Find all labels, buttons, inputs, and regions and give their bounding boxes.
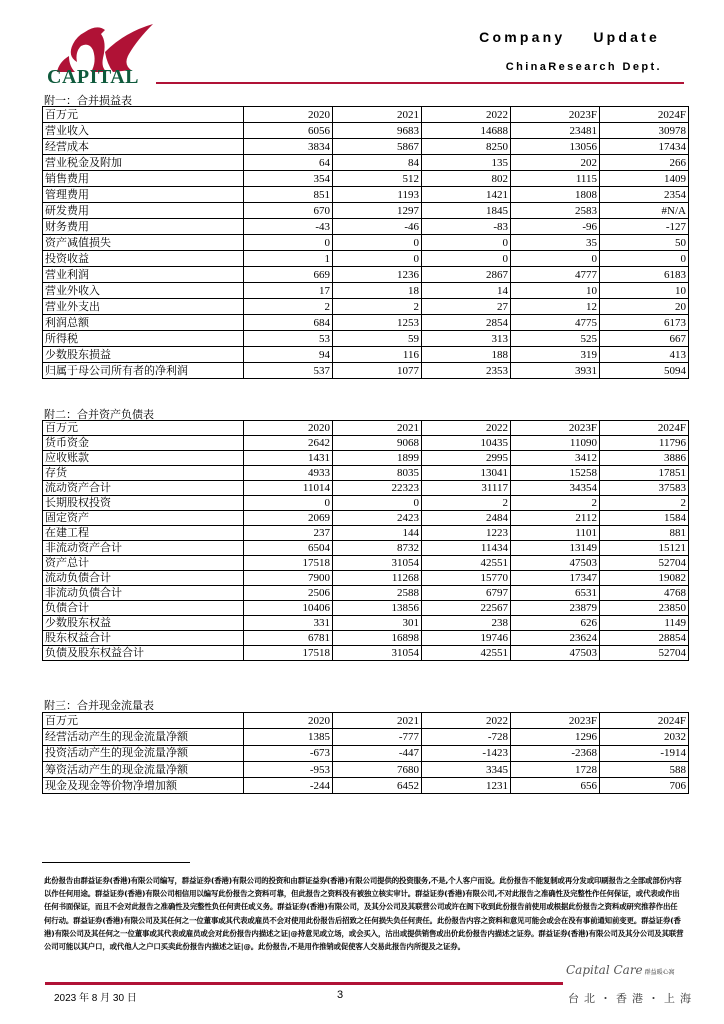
department-label: ChinaResearch Dept. <box>505 61 662 73</box>
cell-value: 17434 <box>600 139 689 155</box>
cell-value: 2588 <box>333 586 422 601</box>
cell-value: 331 <box>244 616 333 631</box>
row-label: 销售费用 <box>43 171 244 187</box>
cell-value: 669 <box>244 267 333 283</box>
cell-value: 2021 <box>333 107 422 123</box>
cell-value: 2 <box>600 496 689 511</box>
cell-value: 6531 <box>511 586 600 601</box>
cell-value: 53 <box>244 331 333 347</box>
table-row <box>43 187 689 203</box>
cell-value: 670 <box>244 203 333 219</box>
cell-value: 0 <box>511 251 600 267</box>
cell-value: 14 <box>422 283 511 299</box>
cell-value: 2506 <box>244 586 333 601</box>
row-label: 营业外收入 <box>43 283 244 299</box>
header-divider <box>156 82 684 84</box>
table-row <box>43 331 689 347</box>
cell-value: 2021 <box>333 713 422 729</box>
cell-value: 31054 <box>333 556 422 571</box>
cell-value: 2 <box>422 496 511 511</box>
cell-value: 10406 <box>244 601 333 616</box>
cell-value: 11796 <box>600 436 689 451</box>
cell-value: 0 <box>333 235 422 251</box>
table-row <box>43 219 689 235</box>
table-row <box>43 481 689 496</box>
cell-value: 8250 <box>422 139 511 155</box>
cell-value: 9683 <box>333 123 422 139</box>
cell-value: 8035 <box>333 466 422 481</box>
row-label: 管理费用 <box>43 187 244 203</box>
cell-value: 1236 <box>333 267 422 283</box>
cell-value: 12 <box>511 299 600 315</box>
page-number: 3 <box>337 989 344 1001</box>
cell-value: 2583 <box>511 203 600 219</box>
cell-value: 35 <box>511 235 600 251</box>
table-row <box>43 171 689 187</box>
row-label: 研发费用 <box>43 203 244 219</box>
cell-value: 50 <box>600 235 689 251</box>
cell-value: 2023F <box>511 107 600 123</box>
cell-value: 20 <box>600 299 689 315</box>
table-row <box>43 616 689 631</box>
cell-value: 6173 <box>600 315 689 331</box>
cell-value: 1115 <box>511 171 600 187</box>
row-label: 归属于母公司所有者的净利润 <box>43 363 244 379</box>
office-cities: 台北・香港・上海 <box>568 992 696 1005</box>
row-label: 货币资金 <box>43 436 244 451</box>
cell-value: 0 <box>244 496 333 511</box>
row-label: 非流动资产合计 <box>43 541 244 556</box>
cell-value: 116 <box>333 347 422 363</box>
row-label: 利润总额 <box>43 315 244 331</box>
cell-value: 6452 <box>333 778 422 794</box>
row-label: 营业外支出 <box>43 299 244 315</box>
cell-value: 802 <box>422 171 511 187</box>
table-row <box>43 347 689 363</box>
row-label: 资产总计 <box>43 556 244 571</box>
cell-value: 19746 <box>422 631 511 646</box>
cell-value: -2368 <box>511 745 600 761</box>
cell-value: 10 <box>511 283 600 299</box>
table-row <box>43 631 689 646</box>
cell-value: -447 <box>333 745 422 761</box>
cell-value: 5867 <box>333 139 422 155</box>
cell-value: -43 <box>244 219 333 235</box>
cell-value: 18 <box>333 283 422 299</box>
cell-value: 64 <box>244 155 333 171</box>
cell-value: -46 <box>333 219 422 235</box>
cell-value: 47503 <box>511 646 600 661</box>
cell-value: 1077 <box>333 363 422 379</box>
cell-value: 17518 <box>244 556 333 571</box>
cell-value: 2069 <box>244 511 333 526</box>
cell-value: 30978 <box>600 123 689 139</box>
cell-value: -728 <box>422 729 511 745</box>
cell-value: 354 <box>244 171 333 187</box>
cell-value: 2642 <box>244 436 333 451</box>
table-row <box>43 315 689 331</box>
row-label: 长期股权投资 <box>43 496 244 511</box>
cell-value: 0 <box>333 251 422 267</box>
cell-value: 3931 <box>511 363 600 379</box>
cell-value: -1914 <box>600 745 689 761</box>
cell-value: 237 <box>244 526 333 541</box>
cell-value: 23879 <box>511 601 600 616</box>
cell-value: 47503 <box>511 556 600 571</box>
cell-value: 2353 <box>422 363 511 379</box>
cell-value: 588 <box>600 761 689 777</box>
cell-value: 22323 <box>333 481 422 496</box>
row-label: 财务费用 <box>43 219 244 235</box>
row-label: 少数股东权益 <box>43 616 244 631</box>
cell-value: 2020 <box>244 107 333 123</box>
row-label: 投资收益 <box>43 251 244 267</box>
cell-value: 1845 <box>422 203 511 219</box>
table-row <box>43 511 689 526</box>
cell-value: 14688 <box>422 123 511 139</box>
cell-value: -96 <box>511 219 600 235</box>
cell-value: 3886 <box>600 451 689 466</box>
row-label: 营业利润 <box>43 267 244 283</box>
row-label: 存货 <box>43 466 244 481</box>
cell-value: -953 <box>244 761 333 777</box>
income-statement-table <box>42 106 689 379</box>
cell-value: 135 <box>422 155 511 171</box>
cell-value: 1231 <box>422 778 511 794</box>
cell-value: 0 <box>244 235 333 251</box>
cell-value: 2020 <box>244 421 333 436</box>
cell-value: 2423 <box>333 511 422 526</box>
cell-value: 706 <box>600 778 689 794</box>
cell-value: 2020 <box>244 713 333 729</box>
cell-value: 9068 <box>333 436 422 451</box>
cell-value: 6183 <box>600 267 689 283</box>
cell-value: 16898 <box>333 631 422 646</box>
cell-value: 2022 <box>422 107 511 123</box>
table-row <box>43 778 689 794</box>
table-row <box>43 541 689 556</box>
cell-value: 851 <box>244 187 333 203</box>
row-label: 所得税 <box>43 331 244 347</box>
cell-value: 3412 <box>511 451 600 466</box>
cell-value: 1297 <box>333 203 422 219</box>
cell-value: 144 <box>333 526 422 541</box>
table-row <box>43 466 689 481</box>
cell-value: 3345 <box>422 761 511 777</box>
row-label: 投资活动产生的现金流量净额 <box>43 745 244 761</box>
cell-value: 4768 <box>600 586 689 601</box>
table-row <box>43 451 689 466</box>
cell-value: 6797 <box>422 586 511 601</box>
row-label: 在建工程 <box>43 526 244 541</box>
balance-sheet-table <box>42 420 689 661</box>
cashflow-caption: 附三：合并现金流量表 <box>44 699 154 712</box>
footnote-divider <box>42 862 190 863</box>
cell-value: 19082 <box>600 571 689 586</box>
cell-value: 2484 <box>422 511 511 526</box>
cell-value: #N/A <box>600 203 689 219</box>
cell-value: 413 <box>600 347 689 363</box>
capital-care-logo: Capital Care 群益暖心窩 <box>566 963 675 977</box>
cell-value: 1 <box>244 251 333 267</box>
cell-value: 17851 <box>600 466 689 481</box>
cell-value: 17347 <box>511 571 600 586</box>
cell-value: 202 <box>511 155 600 171</box>
cell-value: 23624 <box>511 631 600 646</box>
cell-value: 313 <box>422 331 511 347</box>
cell-value: 10435 <box>422 436 511 451</box>
table-row <box>43 571 689 586</box>
cell-value: 1409 <box>600 171 689 187</box>
disclaimer-text: 此份报告由群益证券(香港)有限公司编写，群益证券(香港)有限公司的投资和由群证益券(香港)有限公司提供的投资服务,不是,个人客户而设。此份报告不能复制或再分发或印刷报告之全部或部份内容以作任何用途。群益证券(香港)有限公司相信用以编写此份报告之资料可靠，但此报告之资料没有被独立核实审计。群益证券(香港)有限公司,不对此报告之准确性及完整性作任何保证，或代表或作出任何书面保证，而且不会对此报告之准确性及完整性负任何责任或义务。群益证券(香港)有限公司，及其分公司及其联营公司或许在阁下收到此份报告前使用或根据此份报告之资料或研究推荐作出任何行动。群益证券(香港)有限公司及其任何之一位董事或其代表或雇员不会对使用此份报告后招致之任何损失负任何责任。此份报告内容之资料和意见可能会或会在没有事前通知前变更。群益证券(香港)有限公司及其任何之一位董事或其代表或雇员或会对此份报告内描述之证|@持意见或立场，或会买入，沽出或提供销售或出价此份报告内描述之证券。群益证券(香港)有限公司及其分公司及其联营公司可能以其户口，或代他人之户口买卖此份报告内描述之证|@。此份报告,不是用作推销或促使客人交易此报告内所提及之证券。 <box>44 876 684 952</box>
cell-value: 1899 <box>333 451 422 466</box>
row-label: 流动资产合计 <box>43 481 244 496</box>
cell-value: 1431 <box>244 451 333 466</box>
balance-caption: 附二：合并资产负债表 <box>44 408 154 421</box>
cell-value: 2867 <box>422 267 511 283</box>
cell-value: 1728 <box>511 761 600 777</box>
cell-value: 31117 <box>422 481 511 496</box>
row-label: 筹资活动产生的现金流量净额 <box>43 761 244 777</box>
cell-value: 2022 <box>422 713 511 729</box>
cell-value: 4777 <box>511 267 600 283</box>
cell-value: 656 <box>511 778 600 794</box>
cell-value: 13149 <box>511 541 600 556</box>
report-type-title: Company Update <box>479 29 660 45</box>
cell-value: 0 <box>333 496 422 511</box>
cell-value: 2354 <box>600 187 689 203</box>
table-row <box>43 155 689 171</box>
table-row <box>43 436 689 451</box>
cell-value: 10 <box>600 283 689 299</box>
table-row <box>43 251 689 267</box>
cell-value: 6056 <box>244 123 333 139</box>
cell-value: 94 <box>244 347 333 363</box>
cell-value: 15121 <box>600 541 689 556</box>
cell-value: 37583 <box>600 481 689 496</box>
footer-divider <box>45 982 563 985</box>
table-row <box>43 601 689 616</box>
cell-value: 4933 <box>244 466 333 481</box>
report-date: 2023 年 8 月 30 日 <box>54 993 137 1004</box>
cell-value: 11434 <box>422 541 511 556</box>
table-row <box>43 267 689 283</box>
cell-value: 1296 <box>511 729 600 745</box>
cell-value: 6781 <box>244 631 333 646</box>
table-row <box>43 363 689 379</box>
cell-value: -1423 <box>422 745 511 761</box>
cell-value: 0 <box>422 251 511 267</box>
cell-value: 525 <box>511 331 600 347</box>
cell-value: 17518 <box>244 646 333 661</box>
cell-value: 1193 <box>333 187 422 203</box>
cell-value: 2112 <box>511 511 600 526</box>
cell-value: 1253 <box>333 315 422 331</box>
cashflow-table <box>42 712 689 794</box>
cell-value: 31054 <box>333 646 422 661</box>
row-label: 营业税金及附加 <box>43 155 244 171</box>
cell-value: 17 <box>244 283 333 299</box>
cell-value: -83 <box>422 219 511 235</box>
row-label: 百万元 <box>43 107 244 123</box>
table-row <box>43 646 689 661</box>
cell-value: 512 <box>333 171 422 187</box>
cell-value: 28854 <box>600 631 689 646</box>
table-row <box>43 586 689 601</box>
cell-value: 1421 <box>422 187 511 203</box>
cell-value: 13856 <box>333 601 422 616</box>
table-header-row <box>43 107 689 123</box>
cell-value: 2024F <box>600 421 689 436</box>
cell-value: 2022 <box>422 421 511 436</box>
cell-value: 52704 <box>600 556 689 571</box>
cell-value: 3834 <box>244 139 333 155</box>
cell-value: 188 <box>422 347 511 363</box>
cell-value: 11090 <box>511 436 600 451</box>
cell-value: 5094 <box>600 363 689 379</box>
cell-value: 1101 <box>511 526 600 541</box>
cell-value: 34354 <box>511 481 600 496</box>
cell-value: 59 <box>333 331 422 347</box>
table-row <box>43 526 689 541</box>
cell-value: -673 <box>244 745 333 761</box>
cell-value: 2 <box>511 496 600 511</box>
row-label: 经营活动产生的现金流量净额 <box>43 729 244 745</box>
cell-value: 15258 <box>511 466 600 481</box>
cell-value: 667 <box>600 331 689 347</box>
cell-value: 23850 <box>600 601 689 616</box>
cell-value: 1223 <box>422 526 511 541</box>
cell-value: 2024F <box>600 713 689 729</box>
cell-value: 0 <box>422 235 511 251</box>
cell-value: 266 <box>600 155 689 171</box>
cell-value: 626 <box>511 616 600 631</box>
table-row <box>43 745 689 761</box>
table-row <box>43 729 689 745</box>
row-label: 固定资产 <box>43 511 244 526</box>
table-row <box>43 496 689 511</box>
row-label: 应收账款 <box>43 451 244 466</box>
cell-value: 6504 <box>244 541 333 556</box>
table-row <box>43 283 689 299</box>
logo-text: CAPITAL <box>47 66 140 88</box>
cell-value: 2 <box>244 299 333 315</box>
row-label: 百万元 <box>43 421 244 436</box>
table-row <box>43 235 689 251</box>
row-label: 股东权益合计 <box>43 631 244 646</box>
cell-value: 11014 <box>244 481 333 496</box>
cell-value: 27 <box>422 299 511 315</box>
cell-value: 23481 <box>511 123 600 139</box>
cell-value: 301 <box>333 616 422 631</box>
cell-value: 2024F <box>600 107 689 123</box>
income-caption: 附一：合并损益表 <box>44 94 132 107</box>
cell-value: 2023F <box>511 421 600 436</box>
row-label: 非流动负债合计 <box>43 586 244 601</box>
cell-value: 22567 <box>422 601 511 616</box>
cell-value: 319 <box>511 347 600 363</box>
cell-value: 537 <box>244 363 333 379</box>
cell-value: 11268 <box>333 571 422 586</box>
table-header-row <box>43 713 689 729</box>
cell-value: -244 <box>244 778 333 794</box>
cell-value: 4775 <box>511 315 600 331</box>
cell-value: 2995 <box>422 451 511 466</box>
row-label: 负债及股东权益合计 <box>43 646 244 661</box>
row-label: 百万元 <box>43 713 244 729</box>
cell-value: 881 <box>600 526 689 541</box>
cell-value: 2032 <box>600 729 689 745</box>
cell-value: 15770 <box>422 571 511 586</box>
cell-value: 8732 <box>333 541 422 556</box>
row-label: 流动负债合计 <box>43 571 244 586</box>
cell-value: 13056 <box>511 139 600 155</box>
cell-value: 13041 <box>422 466 511 481</box>
table-row <box>43 299 689 315</box>
cell-value: -777 <box>333 729 422 745</box>
cell-value: 42551 <box>422 556 511 571</box>
cell-value: 0 <box>600 251 689 267</box>
table-row <box>43 556 689 571</box>
table-row <box>43 123 689 139</box>
row-label: 现金及现金等价物净增加额 <box>43 778 244 794</box>
cell-value: 7900 <box>244 571 333 586</box>
cell-value: 684 <box>244 315 333 331</box>
cell-value: 7680 <box>333 761 422 777</box>
table-row <box>43 203 689 219</box>
table-row <box>43 139 689 155</box>
cell-value: 1808 <box>511 187 600 203</box>
cell-value: 1584 <box>600 511 689 526</box>
cell-value: 1385 <box>244 729 333 745</box>
cell-value: 52704 <box>600 646 689 661</box>
table-row <box>43 761 689 777</box>
cell-value: -127 <box>600 219 689 235</box>
cell-value: 42551 <box>422 646 511 661</box>
row-label: 资产减值损失 <box>43 235 244 251</box>
row-label: 营业收入 <box>43 123 244 139</box>
row-label: 负债合计 <box>43 601 244 616</box>
cell-value: 84 <box>333 155 422 171</box>
cell-value: 2021 <box>333 421 422 436</box>
cell-value: 238 <box>422 616 511 631</box>
cell-value: 1149 <box>600 616 689 631</box>
table-header-row <box>43 421 689 436</box>
cell-value: 2023F <box>511 713 600 729</box>
row-label: 经营成本 <box>43 139 244 155</box>
row-label: 少数股东损益 <box>43 347 244 363</box>
cell-value: 2 <box>333 299 422 315</box>
cell-value: 2854 <box>422 315 511 331</box>
